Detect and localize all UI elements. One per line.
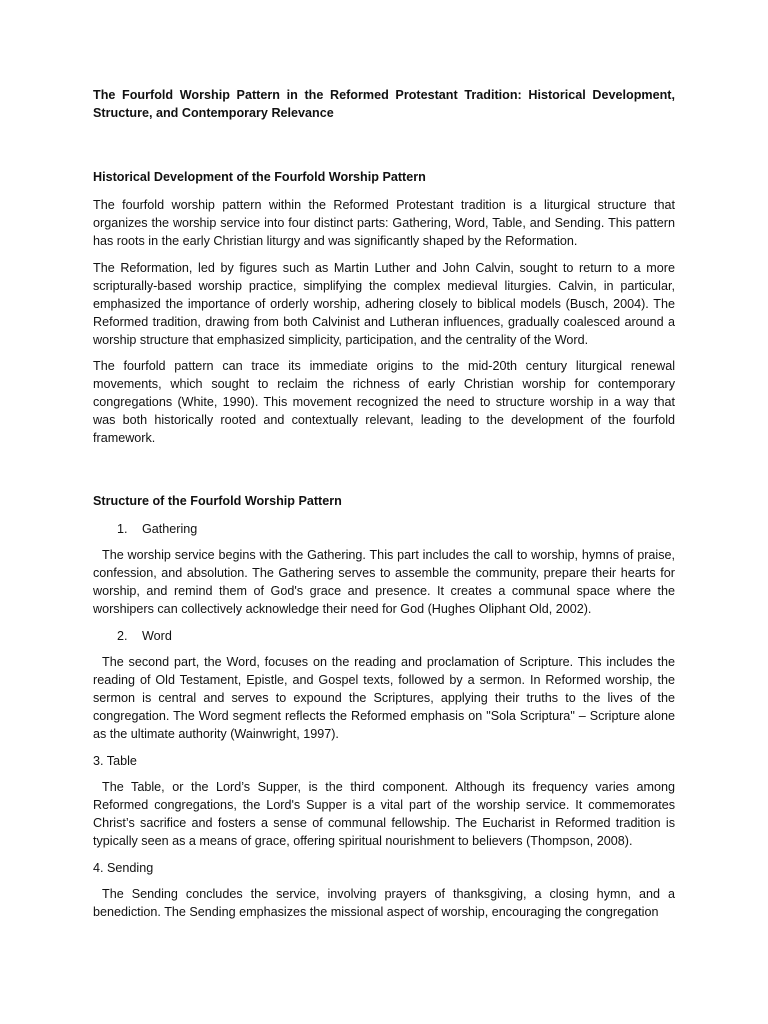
list-item-table: 3. Table [93, 753, 137, 768]
paragraph: The Reformation, led by figures such as Martin Luther and John Calvin, sought to return to a more scripturally-based worship practice, simplifying the complex medieval liturgies. Calvin, in particular, emphasized the importance of orderly worship, adhering closely to biblical models (Busch, 2004). The Reformed tradition, drawing from both Calvinist and Lutheran influences, gradually coalesced around a worship structure that emphasized simplicity, participation, and the centrality of the Word. [93, 260, 675, 347]
paragraph: The Table, or the Lord’s Supper, is the third component. Although its frequency varies among Reformed congregations, the Lord's Supper is a vital part of the worship service. It commemorates Christ’s sacrifice and fosters a sense of communal fellowship. The Eucharist in Reformed tradition is typically seen as a means of grace, offering spiritual nourishment to believers (Thompson, 2008). [93, 780, 675, 848]
paragraph: The worship service begins with the Gathering. This part includes the call to worship, hymns of praise, confession, and absolution. The Gathering serves to assemble the community, prepare their hearts for worship, and remind them of God's grace and presence. It creates a communal space where the worshipers can collectively acknowledge their need for God (Hughes Oliphant Old, 2002). [93, 548, 675, 616]
document-page [93, 86, 675, 930]
section-heading-structure: Structure of the Fourfold Worship Pattern [93, 493, 342, 508]
list-label: Gathering [142, 521, 198, 536]
paragraph: The fourfold pattern can trace its immediate origins to the mid-20th century liturgical renewal movements, which sought to reclaim the richness of early Christian worship for contemporary congregations (White, 1990). This movement recognized the need to structure worship in a way that was both historically rooted and contextually relevant, leading to the development of the fourfold framework. [93, 359, 675, 445]
list-number: 2. [117, 628, 128, 643]
list-item-word [93, 627, 675, 645]
paragraph: The second part, the Word, focuses on the reading and proclamation of Scripture. This includes the reading of Old Testament, Epistle, and Gospel texts, followed by a sermon. In Reformed worship, the sermon is central and serves to expound the Scriptures, applying their truths to the lives of the congregation. The Word segment reflects the Reformed emphasis on "Sola Scriptura" – Scripture alone as the ultimate authority (Wainwright, 1997). [93, 655, 675, 741]
list-number: 1. [117, 521, 128, 536]
list-label: Word [142, 628, 172, 643]
section-spacer [93, 456, 675, 492]
list-item-gathering [93, 520, 675, 538]
document-title: The Fourfold Worship Pattern in the Reformed Protestant Tradition: Historical Development, Structure, and Contemporary Relevance [93, 88, 675, 120]
section-heading-historical: Historical Development of the Fourfold Worship Pattern [93, 170, 426, 184]
list-item-sending: 4. Sending [93, 860, 154, 875]
paragraph: The fourfold worship pattern within the Reformed Protestant tradition is a liturgical structure that organizes the worship service into four distinct parts: Gathering, Word, Table, and Sending. This pattern has roots in the early Christian liturgy and was significantly shaped by the Reformation. [93, 198, 675, 248]
paragraph: The Sending concludes the service, involving prayers of thanksgiving, a closing hymn, and a benediction. The Sending emphasizes the missional aspect of worship, encouraging the congregation [93, 887, 675, 919]
